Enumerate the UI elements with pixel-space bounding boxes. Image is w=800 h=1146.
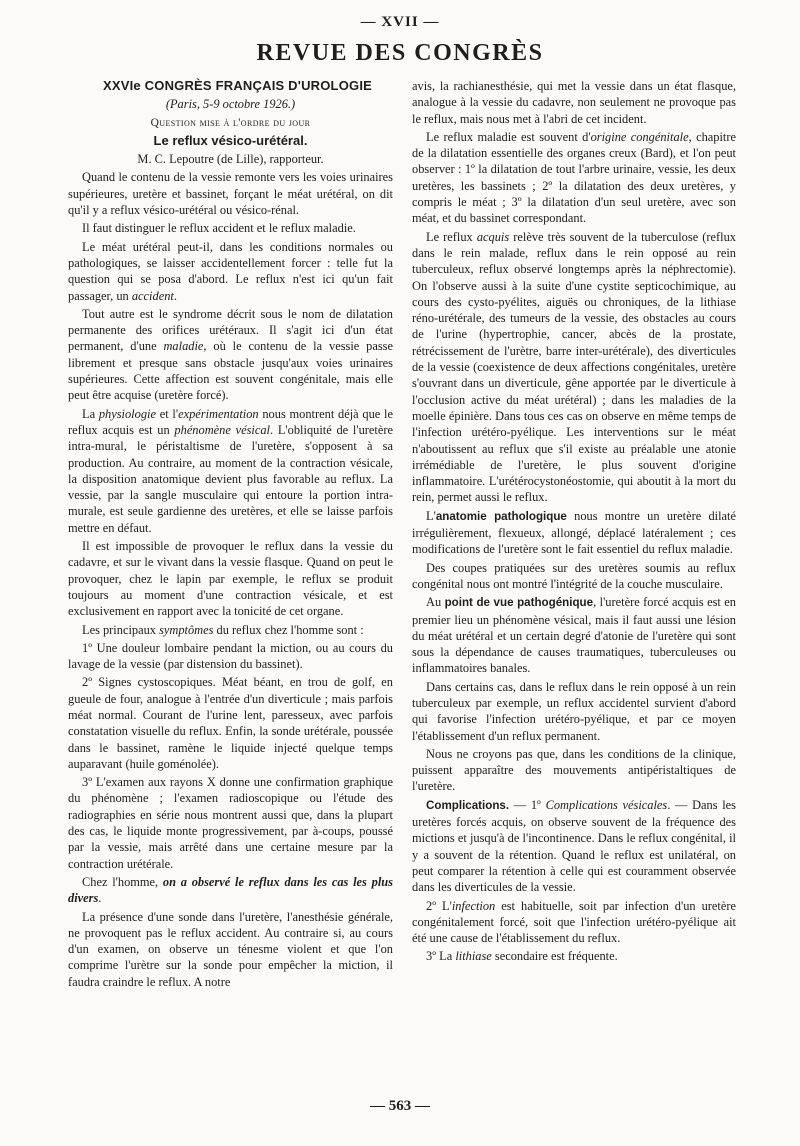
- paragraph: avis, la rachianesthésie, qui met la vessie dans un état flasque, analogue à la vessie du cadavre, non seulement ne provoque pas le reflux, mais nous met à l'abri de cet incident.: [412, 79, 736, 126]
- page-number: — 563 —: [370, 1098, 430, 1114]
- paragraph: Il est impossible de provoquer le reflux dans la vessie du cadavre, et sur le vivant dans la vessie flasque. Quand on peut le provoquer, chez le lapin par exemple, le reflux se produit toujours au moment d'une contraction vésicale, et est exclusivement en rapport avec la tonicité de cet organe.: [68, 539, 393, 619]
- paragraph: La physiologie et l'expérimentation nous montrent déjà que le reflux acquis est un phénomène vésical. L'obliquité de l'uretère intra-mural, le péristaltisme de l'uretère, s'opposent à sa production. Au contraire, au moment de la contraction vésicale, la disposition anatomique devient plus favorable au reflux. La vessie, par la sangle musculaire qui entoure la portion intra-murale, est seule gardienne des uretères, et elle se laisse parfois mettre en défaut.: [68, 406, 393, 535]
- paragraph: Complications. — 1º Complications vésicales. — Dans les uretères forcés acquis, on observe souvent de la fréquence des mictions et jusqu'à de l'incontinence. Dans le reflux congénital, il y a souvent de la rétention. Quand le reflux est unilatéral, on peut comparer la rétention à celle qui est couramment observée dans les diverticules de la vessie.: [412, 797, 736, 895]
- paragraph: Le reflux maladie est souvent d'origine congénitale, chapitre de la dilatation essentielle des organes creux (Bard), et l'on peut observer : 1º la dilatation de tout l'arbre urinaire, vessie, les deux uretères, les bassinets ; 2º la dilatation des deux uretères, y compris le méat ; 3º la dilatation d'un seul uretère, avec son méat, et du bassinet correspondant.: [412, 129, 736, 226]
- section-title: REVUE DES CONGRÈS: [256, 40, 544, 66]
- paragraph: Les principaux symptômes du reflux chez l'homme sont :: [82, 622, 364, 637]
- paragraph: Il faut distinguer le reflux accident et le reflux maladie.: [82, 221, 356, 236]
- right-column: [412, 78, 736, 967]
- paragraph: L'anatomie pathologique nous montre un uretère dilaté irrégulièrement, flexueux, allongé, déplacé latéralement ; ces modifications de l'uretère sont le fait essentiel du reflux maladie.: [412, 508, 736, 557]
- topic-title: Le reflux vésico-urétéral.: [153, 132, 308, 148]
- paragraph: Des coupes pratiquées sur des uretères soumis au reflux congénital nous ont montré l'intégrité de la couche musculaire.: [412, 560, 736, 591]
- paragraph: La présence d'une sonde dans l'uretère, l'anesthésie générale, ne provoquent pas le reflux accident. Au contraire si, au cours d'un examen, on observe un ténesme violent et que l'on comprime l'urètre sur la sonde pour empêcher la miction, il faudra craindre le reflux. A notre: [68, 909, 393, 989]
- paragraph: Le reflux acquis relève très souvent de la tuberculose (reflux dans le rein malade, reflux dans le rein opposé au rein tuberculeux, reflux observé longtemps après la néphrectomie). On l'observe aussi à la suite d'une cystite septicochimique, au cours des cysto-pyélites, aiguës ou chroniques, de la lithiase réno-urétérale, des tumeurs de la vessie, des obstacles au cours de l'urine (hypertrophie, cancer, abcès de la prostate, rétrécissement de l'urètre, barre inter-urétérale), des diverticules de la vessie (coexistence de deux affections congénitales, uretère s'ouvrant dans un diverticule, gêne apportée par le diverticule à l'occlusion active du méat urétéral) ; dans les maladies de la moelle épinière. Dans tous ces cas on observe en même temps de l'infection urétéro-pyélique. Les interventions sur le méat n'aboutissent au reflux que s'il existe au préalable une atonie irrémédiable de l'uretère, le plus souvent d'origine inflammatoire. L'urétérocystonéostomie, qui aboutit à la mort du rein, permet aussi le reflux.: [412, 229, 736, 505]
- page-header-roman: — XVII —: [360, 14, 440, 30]
- paragraph: Quand le contenu de la vessie remonte vers les voies urinaires supérieures, uretère et bassinet, forçant le méat urétéral, on dit qu'il y a reflux vésico-urétéral ou vésico-rénal.: [68, 170, 393, 218]
- congress-place-date: (Paris, 5-9 octobre 1926.): [165, 97, 296, 112]
- paragraph: 2º Signes cystoscopiques. Méat béant, en trou de golf, en gueule de four, analogue à l'entrée d'un diverticule ; mais parfois méat normal. Courant de l'urine lent, paresseux, avec parfois constatation visuelle du reflux. Enfin, la sonde urétérale, poussée dans le bassinet, ramène le liquide injecté quelque temps auparavant (huile goménolée).: [68, 675, 393, 771]
- paragraph: 3º La lithiase secondaire est fréquente.: [426, 949, 618, 964]
- left-column: [68, 78, 393, 992]
- paragraph: Chez l'homme, on a observé le reflux dans les cas les plus divers.: [68, 874, 393, 906]
- congress-title: XXVIe CONGRÈS FRANÇAIS D'UROLOGIE: [103, 78, 372, 93]
- paragraph: Au point de vue pathogénique, l'uretère forcé acquis est en premier lieu un phénomène vésical, mais il faut aussi une lésion du méat urétéral et un certain degré d'atonie de l'uretère qui sont sous la dépendance de causes traumatiques, tuberculeuses ou inflammatoires banales.: [412, 595, 736, 676]
- question-label: Question mise à l'ordre du jour: [150, 116, 311, 129]
- paragraph: Dans certains cas, dans le reflux dans le rein opposé à un rein tuberculeux par exemple, un reflux accidentel survient d'abord qui favorise l'infection urétéro-pyélique, et par ce moyen l'établissement d'un reflux permanent.: [412, 679, 736, 743]
- paragraph: 1º Une douleur lombaire pendant la miction, ou au cours du lavage de la vessie (par distension du bassinet).: [68, 640, 393, 672]
- paragraph: 3º L'examen aux rayons X donne une confirmation graphique du phénomène ; l'examen radioscopique ou l'étude des radiographies en série nous montrent aussi que, dans la plupart des cas, le liquide monte progressivement, par à-coups, poussé par la vessie, mais arrêté dans une certaine mesure par la contraction urétérale.: [68, 775, 393, 871]
- paragraph: Le méat urétéral peut-il, dans les conditions normales ou pathologiques, se laisser accidentellement forcer : telle fut la question qui se posa d'abord. Le reflux n'est ici qu'un fait passager, un accident.: [68, 239, 393, 303]
- rapporteur: M. C. Lepoutre (de Lille), rapporteur.: [137, 152, 324, 167]
- paragraph: Tout autre est le syndrome décrit sous le nom de dilatation permanente des orifices urétéraux. Il s'agit ici d'un état permanent, d'une maladie, où le contenu de la vessie passe librement et presque sans obstacle jusqu'aux voies urinaires supérieures. Cette affection est souvent congénitale, mais elle peut être acquise (uretère forcé).: [68, 306, 394, 403]
- paragraph: 2º L'infection est habituelle, soit par infection d'un uretère congénitalement forcé, soit que l'infection urétéro-pyélique ait été une cause de l'établissement du reflux.: [412, 898, 737, 946]
- paragraph: Nous ne croyons pas que, dans les conditions de la clinique, puissent apparaître des mouvements antipéristaltiques de l'uretère.: [412, 746, 736, 794]
